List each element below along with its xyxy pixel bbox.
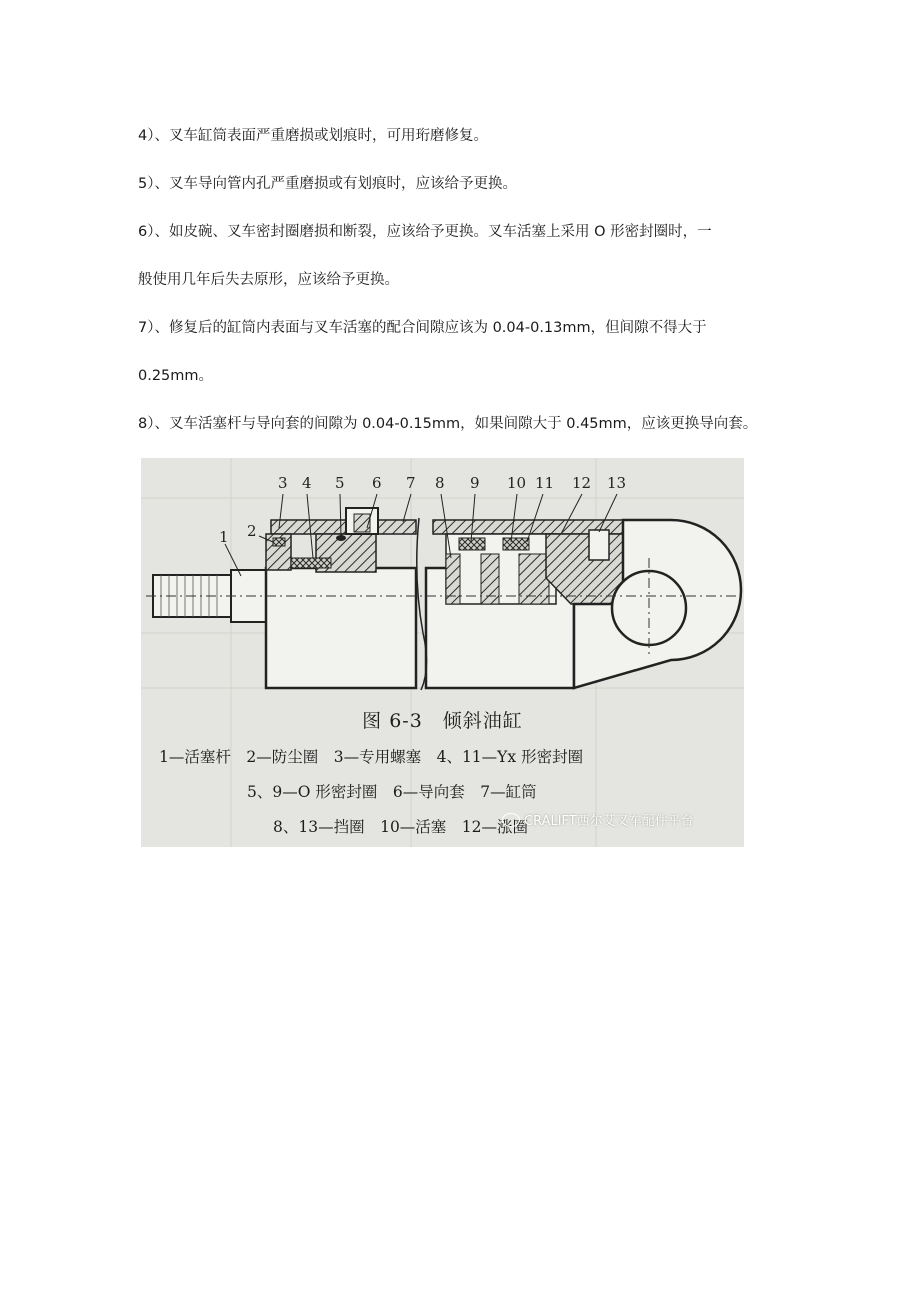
part-label-7: 7 <box>406 474 416 492</box>
part-label-9: 9 <box>470 474 480 492</box>
part-label-8: 8 <box>435 474 445 492</box>
part-label-4: 4 <box>302 474 312 492</box>
part-label-12: 12 <box>572 474 592 492</box>
part-label-13: 13 <box>607 474 627 492</box>
cylinder-tube-left <box>266 568 416 688</box>
watermark-text: CRALIFT西尔艾叉车配件平台 <box>524 814 694 829</box>
paragraph-6-line-2: 般使用几年后失去原形，应该给予更换。 <box>138 272 399 288</box>
paragraph-8: 8）、叉车活塞杆与导向套的间隙为 0.04-0.15mm，如果间隙大于 0.45mm，应该更换导向套。 <box>138 416 758 432</box>
wechat-icon <box>502 813 520 827</box>
plug-hatch <box>354 514 370 532</box>
paragraph-6-line-1: 6）、如皮碗、叉车密封圈磨损和断裂，应该给予更换。叉车活塞上采用 O 形密封圈时，一 <box>138 224 712 240</box>
end-retaining-ring <box>589 530 609 560</box>
tube-wall-top-left <box>271 520 416 534</box>
figure-caption-title: 图 6-3 倾斜油缸 <box>362 710 523 732</box>
part-label-3: 3 <box>278 474 288 492</box>
paragraph-5: 5）、叉车导向管内孔严重磨损或有划痕时，应该给予更换。 <box>138 176 517 192</box>
part-label-1: 1 <box>219 528 229 546</box>
paragraph-7-line-2: 0.25mm。 <box>138 368 214 384</box>
tilt-cylinder-figure <box>141 458 744 847</box>
figure-legend-line-2: 5、9—O 形密封圈 6—导向套 7—缸筒 <box>247 783 537 801</box>
paragraph-7-line-1: 7）、修复后的缸筒内表面与叉车活塞的配合间隙应该为 0.04-0.13mm，但间隙不得大于 <box>138 320 707 336</box>
piston-yx-seal <box>503 538 529 550</box>
source-watermark <box>502 810 694 829</box>
part-label-10: 10 <box>507 474 527 492</box>
figure-legend-line-1: 1—活塞杆 2—防尘圈 3—专用螺塞 4、11—Yx 形密封圈 <box>159 748 584 766</box>
part-label-11: 11 <box>535 474 555 492</box>
part-label-6: 6 <box>372 474 382 492</box>
dust-seal <box>273 538 285 546</box>
paragraph-4: 4）、叉车缸筒表面严重磨损或划痕时，可用珩磨修复。 <box>138 128 488 144</box>
part-label-2: 2 <box>247 522 257 540</box>
piston-o-ring <box>459 538 485 550</box>
part-label-5: 5 <box>335 474 345 492</box>
figure-legend-line-3: 8、13—挡圈 10—活塞 12—涨圈 <box>273 818 529 836</box>
rod-seal <box>291 558 331 568</box>
